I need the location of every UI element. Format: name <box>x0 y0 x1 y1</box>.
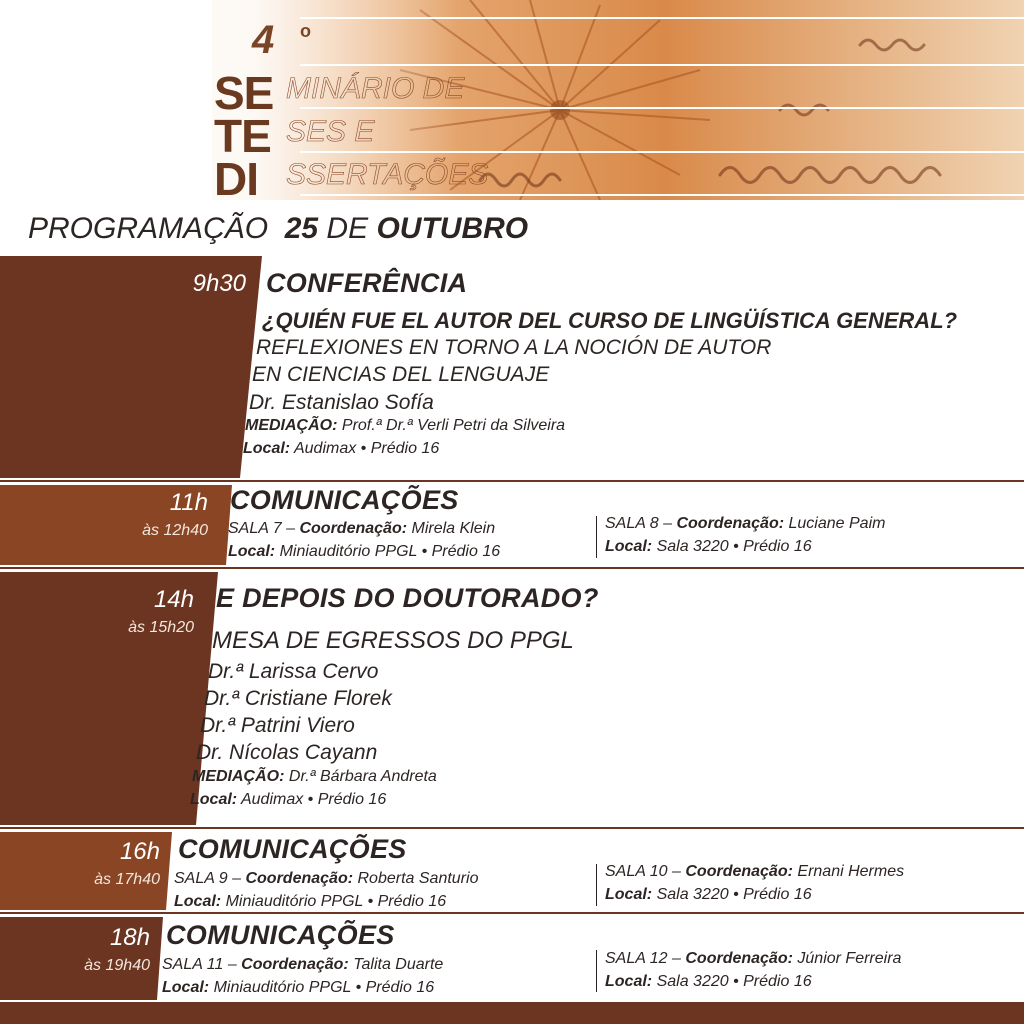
session-5-until: às 19h40 <box>84 957 150 974</box>
session-3-subheading: MESA DE EGRESSOS DO PPGL <box>212 627 574 654</box>
session-4-left-room: SALA 9 – <box>174 870 242 887</box>
session-4-time: 16h <box>119 838 160 865</box>
session-1-line1: ¿QUIÉN FUE EL AUTOR DEL CURSO DE LINGÜÍSTICA GENERAL? <box>262 308 958 333</box>
session-2-right-coord-label: Coordenação: <box>676 515 785 532</box>
session-3-local <box>190 791 386 809</box>
session-5-time: 18h <box>109 924 150 951</box>
session-1-line2: REFLEXIONES EN TORNO A LA NOCIÓN DE AUTOR <box>256 336 772 359</box>
session-2-until: às 12h40 <box>142 522 208 539</box>
session-1-line3: EN CIENCIAS DEL LENGUAJE <box>252 363 550 386</box>
session-5-right-local-label: Local: <box>605 973 653 990</box>
session-5-left-coord-label: Coordenação: <box>241 956 349 973</box>
session-4-right-local-value: Sala 3220 • Prédio 16 <box>656 886 812 903</box>
session-5-right-room: SALA 12 – <box>605 950 681 967</box>
session-1-mediation-label: MEDIAÇÃO: <box>245 417 338 434</box>
session-4-left-coord: Roberta Santurio <box>357 870 479 887</box>
session-4-until: às 17h40 <box>94 871 160 888</box>
session-5-divider <box>596 950 597 992</box>
session-4-left-local-value: Miniauditório PPGL • Prédio 16 <box>225 893 447 910</box>
edition-number: 4 <box>252 18 275 62</box>
session-4-right-coord-label: Coordenação: <box>685 863 793 880</box>
session-4-left-local <box>174 893 446 911</box>
session-4-right-coordination <box>605 863 904 881</box>
session-1-mediation-value: Prof.ª Dr.ª Verli Petri da Silveira <box>341 417 566 434</box>
session-2-right-local-value: Sala 3220 • Prédio 16 <box>656 538 812 555</box>
session-4-right-local <box>605 886 812 904</box>
logo-letters-se: SE <box>214 67 274 119</box>
session-2-left-local-value: Miniauditório PPGL • Prédio 16 <box>279 543 501 560</box>
session-3-mediation <box>192 768 437 786</box>
session-2-left-coord: Mirela Klein <box>411 520 496 537</box>
session-5-right-coord-label: Coordenação: <box>685 950 793 967</box>
session-4-left-coord-label: Coordenação: <box>245 870 354 887</box>
session-2-left-local-label: Local: <box>228 543 276 560</box>
logo-letters-te: TE <box>214 110 271 162</box>
program-title-prefix: PROGRAMAÇÃO <box>28 212 269 245</box>
session-4-left-coordination <box>174 870 478 888</box>
session-3-heading: E DEPOIS DO DOUTORADO? <box>216 583 599 613</box>
session-3-person-3: Dr.ª Patrini Viero <box>200 714 355 737</box>
session-5-left-coordination <box>162 956 443 974</box>
session-2-divider <box>596 516 597 558</box>
session-5-right-local <box>605 973 812 991</box>
session-2-left-coord-label: Coordenação: <box>299 520 408 537</box>
session-2-right-coordination <box>605 515 885 533</box>
session-2-heading: COMUNICAÇÕES <box>230 485 459 515</box>
session-2-left-room: SALA 7 – <box>228 520 296 537</box>
session-5-left-local-label: Local: <box>162 979 210 996</box>
session-3-mediation-value: Dr.ª Bárbara Andreta <box>288 768 437 785</box>
session-1-speaker: Dr. Estanislao Sofía <box>249 391 434 414</box>
program-date-day: 25 <box>284 212 319 245</box>
session-2-right-local-label: Local: <box>605 538 653 555</box>
session-4-right-coord: Ernani Hermes <box>797 863 905 880</box>
session-3-person-2: Dr.ª Cristiane Florek <box>204 687 392 710</box>
session-4-divider <box>596 864 597 906</box>
session-2-right-coord: Luciane Paim <box>788 515 886 532</box>
session-4-heading: COMUNICAÇÕES <box>178 834 407 864</box>
session-3-local-label: Local: <box>190 791 238 808</box>
logo-word-1: MINÁRIO DE <box>286 72 465 105</box>
logo-word-2: SES E <box>286 115 375 148</box>
session-3-until: às 15h20 <box>128 619 194 636</box>
logo-word-3: SSERTAÇÕES <box>286 158 489 191</box>
session-5-left-coord: Talita Duarte <box>353 956 444 973</box>
session-4-right-room: SALA 10 – <box>605 863 681 880</box>
session-2-right-room: SALA 8 – <box>605 515 673 532</box>
logo-letters-di: DI <box>214 153 258 205</box>
session-5-left-room: SALA 11 – <box>162 956 237 973</box>
session-2-left-local <box>228 543 500 561</box>
session-3-person-1: Dr.ª Larissa Cervo <box>208 660 379 683</box>
session-2-time: 11h <box>169 489 208 516</box>
session-4-left-local-label: Local: <box>174 893 222 910</box>
session-5-right-local-value: Sala 3220 • Prédio 16 <box>656 973 812 990</box>
session-1-local-label: Local: <box>243 440 291 457</box>
session-1-heading: CONFERÊNCIA <box>266 268 468 298</box>
session-5-right-coord: Júnior Ferreira <box>797 950 902 967</box>
session-5-left-local <box>162 979 434 997</box>
session-5-left-local-value: Miniauditório PPGL • Prédio 16 <box>213 979 435 996</box>
session-1-local-value: Audimax • Prédio 16 <box>293 440 440 457</box>
session-2-right-local <box>605 538 812 556</box>
session-1-time: 9h30 <box>192 270 246 297</box>
session-5-heading: COMUNICAÇÕES <box>166 920 395 950</box>
session-3-time: 14h <box>153 586 194 613</box>
session-3-person-4: Dr. Nícolas Cayann <box>196 741 378 764</box>
session-3-local-value: Audimax • Prédio 16 <box>240 791 387 808</box>
session-3-mediation-label: MEDIAÇÃO: <box>192 768 285 785</box>
program-date-month: OUTUBRO <box>376 212 529 245</box>
session-4-right-local-label: Local: <box>605 886 653 903</box>
program-date-de: DE <box>326 212 369 245</box>
session-1-local <box>243 440 439 458</box>
session-2-left-coordination <box>228 520 495 538</box>
session-5-right-coordination <box>605 950 901 968</box>
edition-mark: o <box>300 21 311 41</box>
session-1-mediation <box>245 417 565 435</box>
